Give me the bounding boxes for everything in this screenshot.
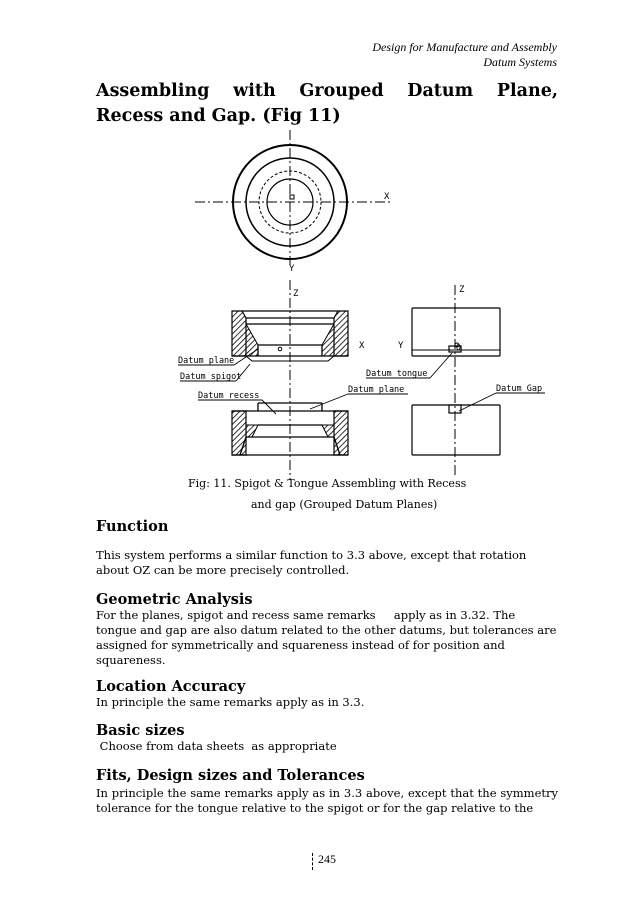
axis-label-z-right: Z (459, 285, 465, 295)
label-datum-recess: Datum recess (198, 391, 260, 401)
axis-label-y-right: Y (398, 341, 404, 351)
paragraph-location-accuracy: In principle the same remarks apply as in 3.3. (96, 695, 365, 709)
page-number-marker (312, 853, 314, 870)
figure-caption-line2: and gap (Grouped Datum Planes) (251, 498, 438, 511)
title-line1 (96, 79, 558, 104)
heading-basic-sizes: Basic sizes (96, 722, 185, 739)
origin-mark (290, 195, 294, 199)
axis-label-z-left: Z (293, 289, 299, 299)
paragraph-fits: In principle the same remarks apply as in 3.3 above, except that the symmetry tolerance for the tongue relative to the spigot or for the gap relative to the (96, 786, 558, 815)
heading-function: Function (96, 518, 169, 535)
paragraph-function: This system performs a similar function to 3.3 above, except that rotation about OZ can be more precisely controlled. (96, 548, 527, 577)
axis-label-y-top: Y (289, 264, 295, 274)
paragraph-geometric-analysis: For the planes, spigot and recess same remarks apply as in 3.32. The tongue and gap are also datum related to the other datums, but tolerances are assigned for symmetrically and squareness instead of for position and squareness. (96, 608, 561, 667)
paragraph-basic-sizes: Choose from data sheets as appropriate (96, 739, 337, 753)
page-title (96, 79, 558, 129)
label-datum-tongue: Datum tongue (366, 369, 428, 379)
running-header-line1: Design for Manufacture and Assembly (372, 40, 557, 54)
title-word: with (233, 81, 276, 101)
gap-view (412, 405, 500, 455)
label-datum-spigot: Datum spigot (180, 372, 242, 382)
title-word: Grouped (299, 81, 384, 101)
page-number: 245 (318, 852, 336, 866)
figure-caption-line1: Fig: 11. Spigot & Tongue Assembling with Recess (188, 477, 467, 490)
label-datum-plane-2: Datum plane (348, 385, 405, 395)
origin-label: O (456, 343, 461, 352)
title-word: Datum (407, 81, 474, 101)
axis-label-x-top: X (384, 192, 390, 202)
title-word: Plane, (496, 81, 558, 101)
axis-label-x-section: X (359, 341, 365, 351)
heading-location-accuracy: Location Accuracy (96, 678, 246, 695)
top-view (195, 130, 392, 265)
heading-fits: Fits, Design sizes and Tolerances (96, 767, 365, 784)
heading-geometric-analysis: Geometric Analysis (96, 591, 253, 608)
title-line2: Recess and Gap. (Fig 11) (96, 106, 341, 126)
running-header-line2: Datum Systems (483, 55, 557, 69)
label-datum-plane: Datum plane (178, 356, 235, 366)
title-word: Assembling (96, 81, 210, 101)
label-datum-gap: Datum Gap (496, 384, 543, 394)
tongue-view (412, 285, 500, 475)
assembly-figure (150, 128, 570, 490)
section-view-upper (232, 280, 348, 480)
